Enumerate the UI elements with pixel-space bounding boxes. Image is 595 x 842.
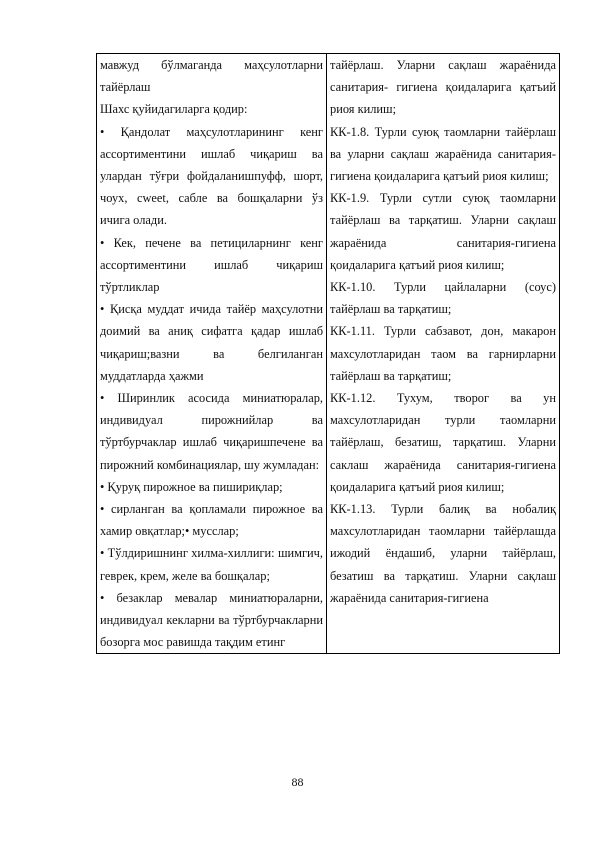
right-paragraph: тайёрлаш. Уларни сақлаш жараёнида санитария- гигиена қоидаларига қатъий риоя килиш; xyxy=(330,58,556,117)
right-column xyxy=(327,54,560,654)
left-column xyxy=(97,54,327,654)
right-paragraph: КК-1.9. Турли сутли суюқ таомларни тайёрлаш ва тарқатиш. Уларни сақлаш жараёнида санитария-гигиена қоидаларига қатъий риоя килиш; xyxy=(330,191,556,272)
right-paragraph: КК-1.10. Турли цайлаларни (соус) тайёрлаш ва тарқатиш; xyxy=(330,280,556,317)
page-number: 88 xyxy=(291,775,304,789)
right-paragraph: КК-1.8. Турли суюқ таомларни тайёрлаш ва уларни сақлаш жараёнида санитария- гигиена қоидаларига қатъий риоя килиш; xyxy=(330,124,556,184)
left-paragraph: • Кек, печене ва петициларнинг кенг ассортиментини ишлаб чиқариш тўртликлар xyxy=(100,235,323,295)
left-paragraph: • Тўлдиришнинг хилма-хиллиги: шимгич, геврек, крем, желе ва бошқалар; xyxy=(100,546,323,583)
left-paragraph: Шахс қуйидагиларга қодир: xyxy=(100,102,248,117)
left-paragraph: мавжуд бўлмаганда маҳсулотларни тайёрлаш xyxy=(100,58,323,95)
right-paragraph: КК-1.12. Тухум, творог ва ун махсулотларидан турли таомларни тайёрлаш, безатиш, тарқатиш. Уларни саклаш жараёнида санитария-гигиена қоидаларига қатъий риоя килиш; xyxy=(330,391,556,494)
left-paragraph: • безаклар мевалар миниатюраларни, индивидуал кекларни ва тўртбурчакларни бозорга мос равишда тақдим етинг xyxy=(100,590,323,650)
content-table xyxy=(96,53,560,654)
left-paragraph: • Қандолат маҳсулотларининг кенг ассортиментини ишлаб чиқариш ва улардан тўғри фойдаланишпуфф, шорт, чоух, cweet, сабле ва бошқаларни ўз ичига олади. xyxy=(100,124,323,228)
right-paragraph: КК-1.11. Турли сабзавот, дон, макарон махсулотларидан таом ва гарнирларни тайёрлаш ва тарқатиш; xyxy=(330,324,556,383)
left-paragraph: • сирланган ва қопламали пирожное ва хамир овқатлар;• мусслар; xyxy=(100,502,323,539)
table-row xyxy=(97,54,560,654)
left-paragraph: • Қуруқ пирожное ва пишириқлар; xyxy=(100,479,283,494)
left-paragraph: • Қисқа муддат ичида тайёр маҳсулотни доимий ва аниқ сифатга қадар ишлаб чиқариш;вазни ва белгиланган муддатларда ҳажми xyxy=(100,302,323,383)
right-paragraph: КК-1.13. Турли балиқ ва нобалиқ махсулотларидан таомларни тайёрлашда ижодий ёндашиб, уларни тайёрлаш, безатиш ва тарқатиш. Уларни сақлаш жараёнида санитария-гигиена xyxy=(330,502,556,605)
left-paragraph: • Ширинлик асосида миниатюралар, индивидуал пирожнийлар ва тўртбурчаклар ишлаб чиқаришпечене ва пирожний комбинациялар, шу жумладан: xyxy=(100,391,323,472)
